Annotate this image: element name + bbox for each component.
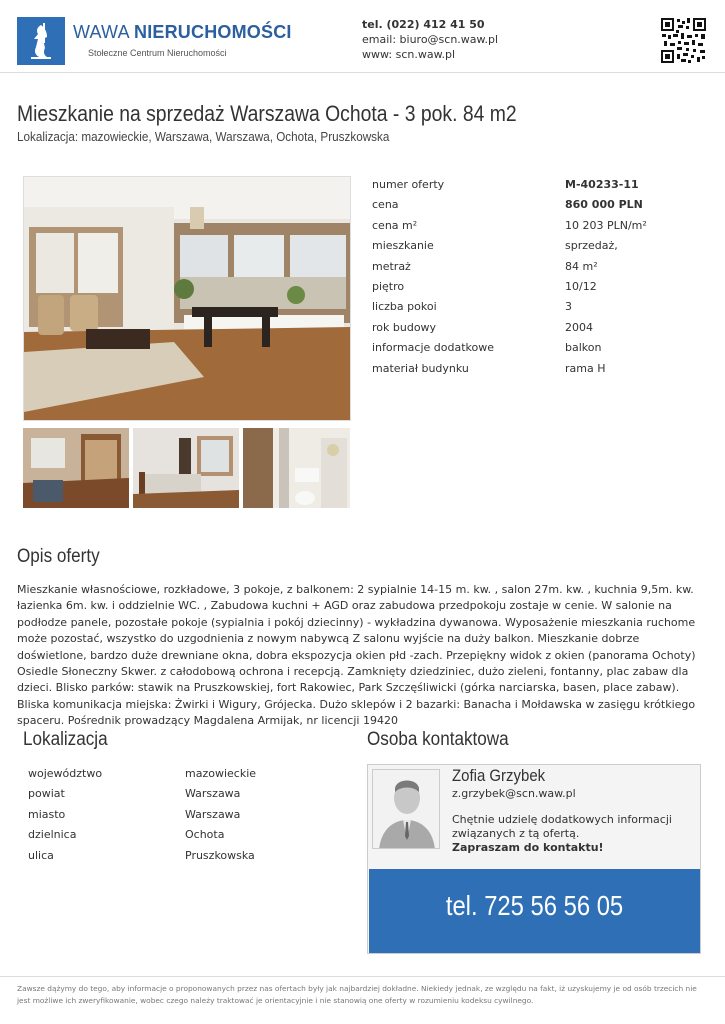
description-heading: Opis oferty (17, 546, 100, 567)
page-title: Mieszkanie na sprzedaż Warszawa Ochota - 3 pok. 84 m2 (17, 101, 517, 126)
param-label: cena m² (372, 218, 418, 232)
param-label: cena (372, 198, 399, 212)
param-row (372, 362, 672, 382)
param-row (372, 300, 672, 320)
avatar (372, 769, 440, 849)
company-contact (362, 17, 498, 62)
param-label: rok budowy (372, 320, 437, 334)
location-label: ulica (28, 848, 54, 862)
param-label: liczba pokoi (372, 300, 437, 314)
param-row (372, 280, 672, 300)
param-value: balkon (565, 341, 602, 355)
location-label: powiat (28, 787, 65, 801)
location-row (28, 808, 328, 828)
location-value: Warszawa (185, 787, 241, 801)
location-label: województwo (28, 767, 103, 780)
company-phone: tel. (022) 412 41 50 (362, 18, 485, 31)
thumbnail-1[interactable] (23, 428, 129, 508)
location-row (28, 828, 328, 848)
mermaid-logo-icon (17, 17, 65, 65)
location-value: Ochota (185, 828, 225, 842)
qr-code-icon (660, 17, 707, 64)
location-label: miasto (28, 807, 66, 821)
bedroom-2-photo (133, 428, 239, 508)
contact-heading: Osoba kontaktowa (367, 729, 509, 750)
param-value: rama H (565, 361, 606, 375)
header-divider (0, 72, 725, 73)
param-value: 10/12 (565, 280, 597, 293)
param-row (372, 321, 672, 341)
thumbnail-2[interactable] (133, 428, 239, 508)
param-label: piętro (372, 280, 405, 293)
param-label: mieszkanie (372, 239, 434, 253)
param-value: 84 m² (565, 259, 598, 273)
agent-phone[interactable]: tel. 725 56 56 05 (445, 890, 624, 921)
param-value: 2004 (565, 320, 593, 334)
bedroom-photo (23, 428, 129, 508)
param-value: sprzedaż, (565, 239, 618, 253)
location-row (28, 787, 328, 807)
param-label: materiał budynku (372, 361, 469, 375)
location-value: Warszawa (185, 807, 241, 821)
description-text: Mieszkanie własnościowe, rozkładowe, 3 pokoje, z balkonem: 2 sypialnie 14-15 m. kw. , salon 27m. kw. , kuchnia 9,5m. kw. łazienka 6m. kw. i oddzielnie WC. , Zabudowa kuchni + AGD oraz zabudowa przedpokoju zostaje w cenie. W salonie na podłodze panele, pozostałe pokoje (sypialnia i pokój dziecinny) - wykładzina dywanowa. Wyposażenie mieszkania ruchome może pozostać, wszystko do uzgodnienia z nowym nabywcą Z salonu wyjście na duży balkon. Mieszkanie dobrze doświetlone, bardzo duże drewniane okna, dobra ekspozycja okien płd -zach. Przepiękny widok z okien (panorama Ochoty) Osiedle Słoneczny Skwer. z całodobową ochrona i recepcją. Zamknięty dziedziniec, dużo zieleni, fontanny, plac zabaw dla dzieci. Blisko parków: stawik na Pruszkowskiej, fort Rakowiec, Park Szczęśliwicki (górka narciarska, basen, place zabaw). Bliska komunikacja miejska: Żwirki i Wigury, Grójecka. Dużo sklepów i 2 bazarki: Banacha i Mołdawska w zasięgu krótkiego spaceru. Pośrednik prowadzący Magdalena Armijak, nr licencji 19420 (17, 583, 696, 728)
param-row (372, 239, 672, 259)
company-logo (17, 17, 65, 65)
param-row (372, 198, 672, 218)
footer-disclaimer: Zawsze dążymy do tego, aby informacje o proponowanych przez nas ofertach były jak najbardziej dokładne. Niekiedy jednak, ze względu na fakt, iż uzyskujemy je od osób trzecich nie jest możliwe ich zweryfikowanie, wobec czego należy traktować je orientacyjnie i nie stanowią one oferty w rozumieniu kodeksu cywilnego. (17, 984, 697, 1005)
param-label: metraż (372, 259, 411, 273)
param-label: informacje dodatkowe (372, 341, 495, 355)
company-email: email: biuro@scn.waw.pl (362, 33, 499, 46)
location-value: mazowieckie (185, 767, 257, 780)
param-value: 860 000 PLN (565, 198, 643, 212)
location-row (28, 849, 328, 869)
param-value: 10 203 PLN/m² (565, 218, 647, 232)
location-heading: Lokalizacja (23, 729, 108, 750)
thumbnail-3[interactable] (243, 428, 350, 508)
agent-cta: Zapraszam do kontaktu! (452, 841, 604, 854)
param-row (372, 260, 672, 280)
param-value: 3 (565, 300, 572, 314)
main-photo[interactable] (23, 176, 351, 421)
location-value: Pruszkowska (185, 848, 255, 862)
param-value: M-40233-11 (565, 178, 639, 191)
agent-message (452, 813, 692, 855)
location-row (28, 767, 328, 787)
location-line: Lokalizacja: mazowieckie, Warszawa, Warszawa, Ochota, Pruszkowska (17, 129, 390, 144)
bathroom-photo (243, 428, 350, 508)
param-row (372, 341, 672, 361)
param-row (372, 178, 672, 198)
agent-email[interactable]: z.grzybek@scn.waw.pl (452, 787, 576, 800)
param-row (372, 219, 672, 239)
living-room-photo (24, 177, 351, 421)
brand-bold: NIERUCHOMOŚCI (134, 22, 292, 42)
agent-name: Zofia Grzybek (452, 766, 546, 785)
location-label: dzielnica (28, 828, 77, 842)
brand-subtitle: Stołeczne Centrum Nieruchomości (88, 48, 227, 58)
brand-name (73, 22, 292, 43)
person-silhouette-icon (373, 770, 440, 849)
brand-light: WAWA (73, 22, 134, 42)
param-label: numer oferty (372, 178, 445, 191)
company-www: www: scn.waw.pl (362, 48, 456, 61)
agent-message-text: Chętnie udzielę dodatkowych informacji związanych z tą ofertą. (452, 813, 672, 840)
footer-divider (0, 976, 725, 977)
